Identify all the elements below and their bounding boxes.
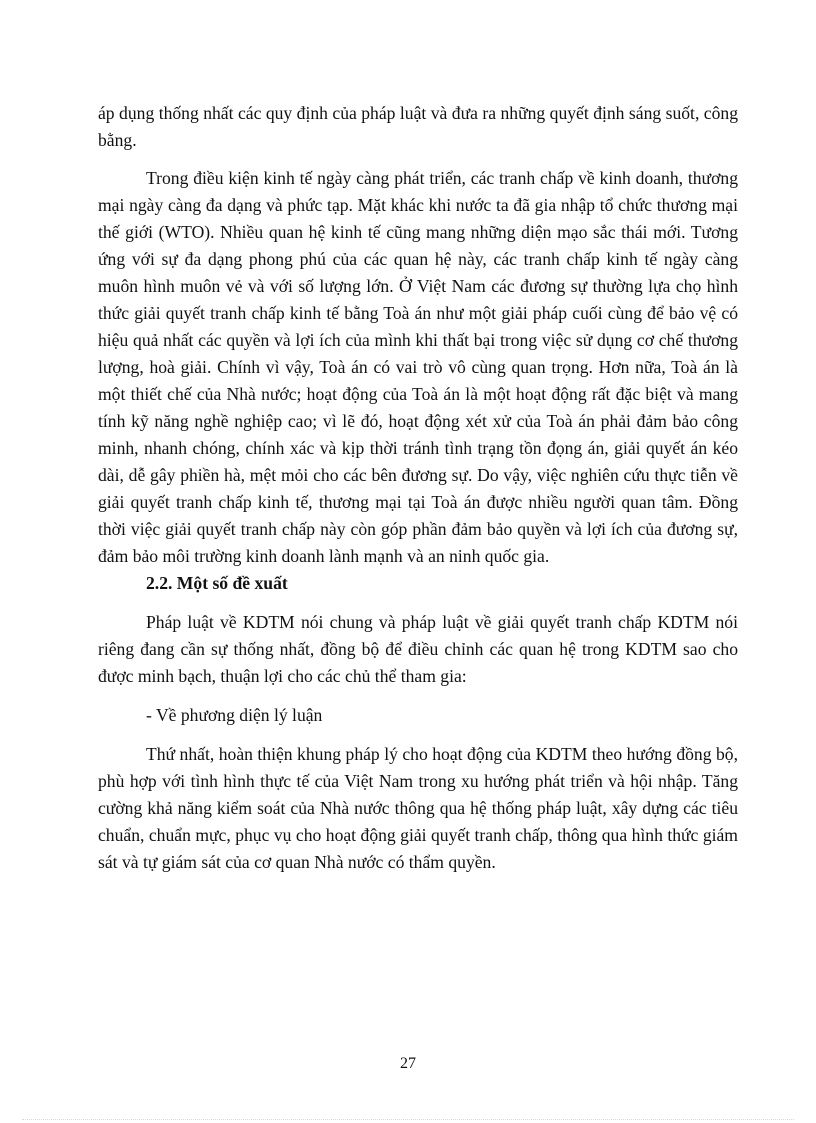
paragraph-legal-proposal: Pháp luật về KDTM nói chung và pháp luật về giải quyết tranh chấp KDTM nói riêng đang cần sự thống nhất, đồng bộ để điều chỉnh các quan hệ trong KDTM sao cho được minh bạch, thuận lợi cho các chủ thể tham gia: [98,612,738,686]
page-body [98,100,738,876]
section-heading: 2.2. Một số đề xuất [146,573,288,593]
paragraph-first-point: Thứ nhất, hoàn thiện khung pháp lý cho hoạt động của KDTM theo hướng đồng bộ, phù hợp với tình hình thực tế của Việt Nam trong xu hướng phát triển và hội nhập. Tăng cường khả năng kiểm soát của Nhà nước thông qua hệ thống pháp luật, xây dựng các tiêu chuẩn, chuẩn mực, phục vụ cho hoạt động giải quyết tranh chấp, thông qua hình thức giám sát và tự giám sát của cơ quan Nhà nước có thẩm quyền. [98,744,738,872]
paragraph-continuation: áp dụng thống nhất các quy định của pháp luật và đưa ra những quyết định sáng suốt, công bằng. [98,103,738,150]
bullet-theoretical-aspect: - Về phương diện lý luận [146,705,323,725]
paragraph-court-disputes: Trong điều kiện kinh tế ngày càng phát triển, các tranh chấp về kinh doanh, thương mại ngày càng đa dạng và phức tạp. Mặt khác khi nước ta đã gia nhập tổ chức thương mại thế giới (WTO). Nhiều quan hệ kinh tế cũng mang những diện mạo sắc thái mới. Tương ứng với sự đa dạng phong phú của các quan hệ này, các tranh chấp kinh tế ngày càng muôn hình muôn vẻ và với số lượng lớn. Ở Việt Nam các đương sự thường lựa chọ hình thức giải quyết tranh chấp kinh tế bằng Toà án như một giải pháp cuối cùng để bảo vệ có hiệu quả nhất các quyền và lợi ích của mình khi thất bại trong việc sử dụng cơ chế thương lượng, hoà giải. Chính vì vậy, Toà án có vai trò vô cùng quan trọng. Hơn nữa, Toà án là một thiết chế của Nhà nước; hoạt động của Toà án là một hoạt động rất đặc biệt và mang tính kỹ năng nghề nghiệp cao; vì lẽ đó, hoạt động xét xử của Toà án phải đảm bảo công minh, nhanh chóng, chính xác và kịp thời tránh tình trạng tồn đọng án, giải quyết án kéo dài, dễ gây phiền hà, mệt mỏi cho các bên đương sự. Do vậy, việc nghiên cứu thực tiễn về giải quyết tranh chấp kinh tế, thương mại tại Toà án được nhiều người quan tâm. Đồng thời việc giải quyết tranh chấp này còn góp phần đảm bảo quyền và lợi ích của đương sự, đảm bảo môi trường kinh doanh lành mạnh và an ninh quốc gia. [98,168,738,566]
page-bottom-border [22,1119,794,1120]
page-number: 27 [400,1055,416,1072]
